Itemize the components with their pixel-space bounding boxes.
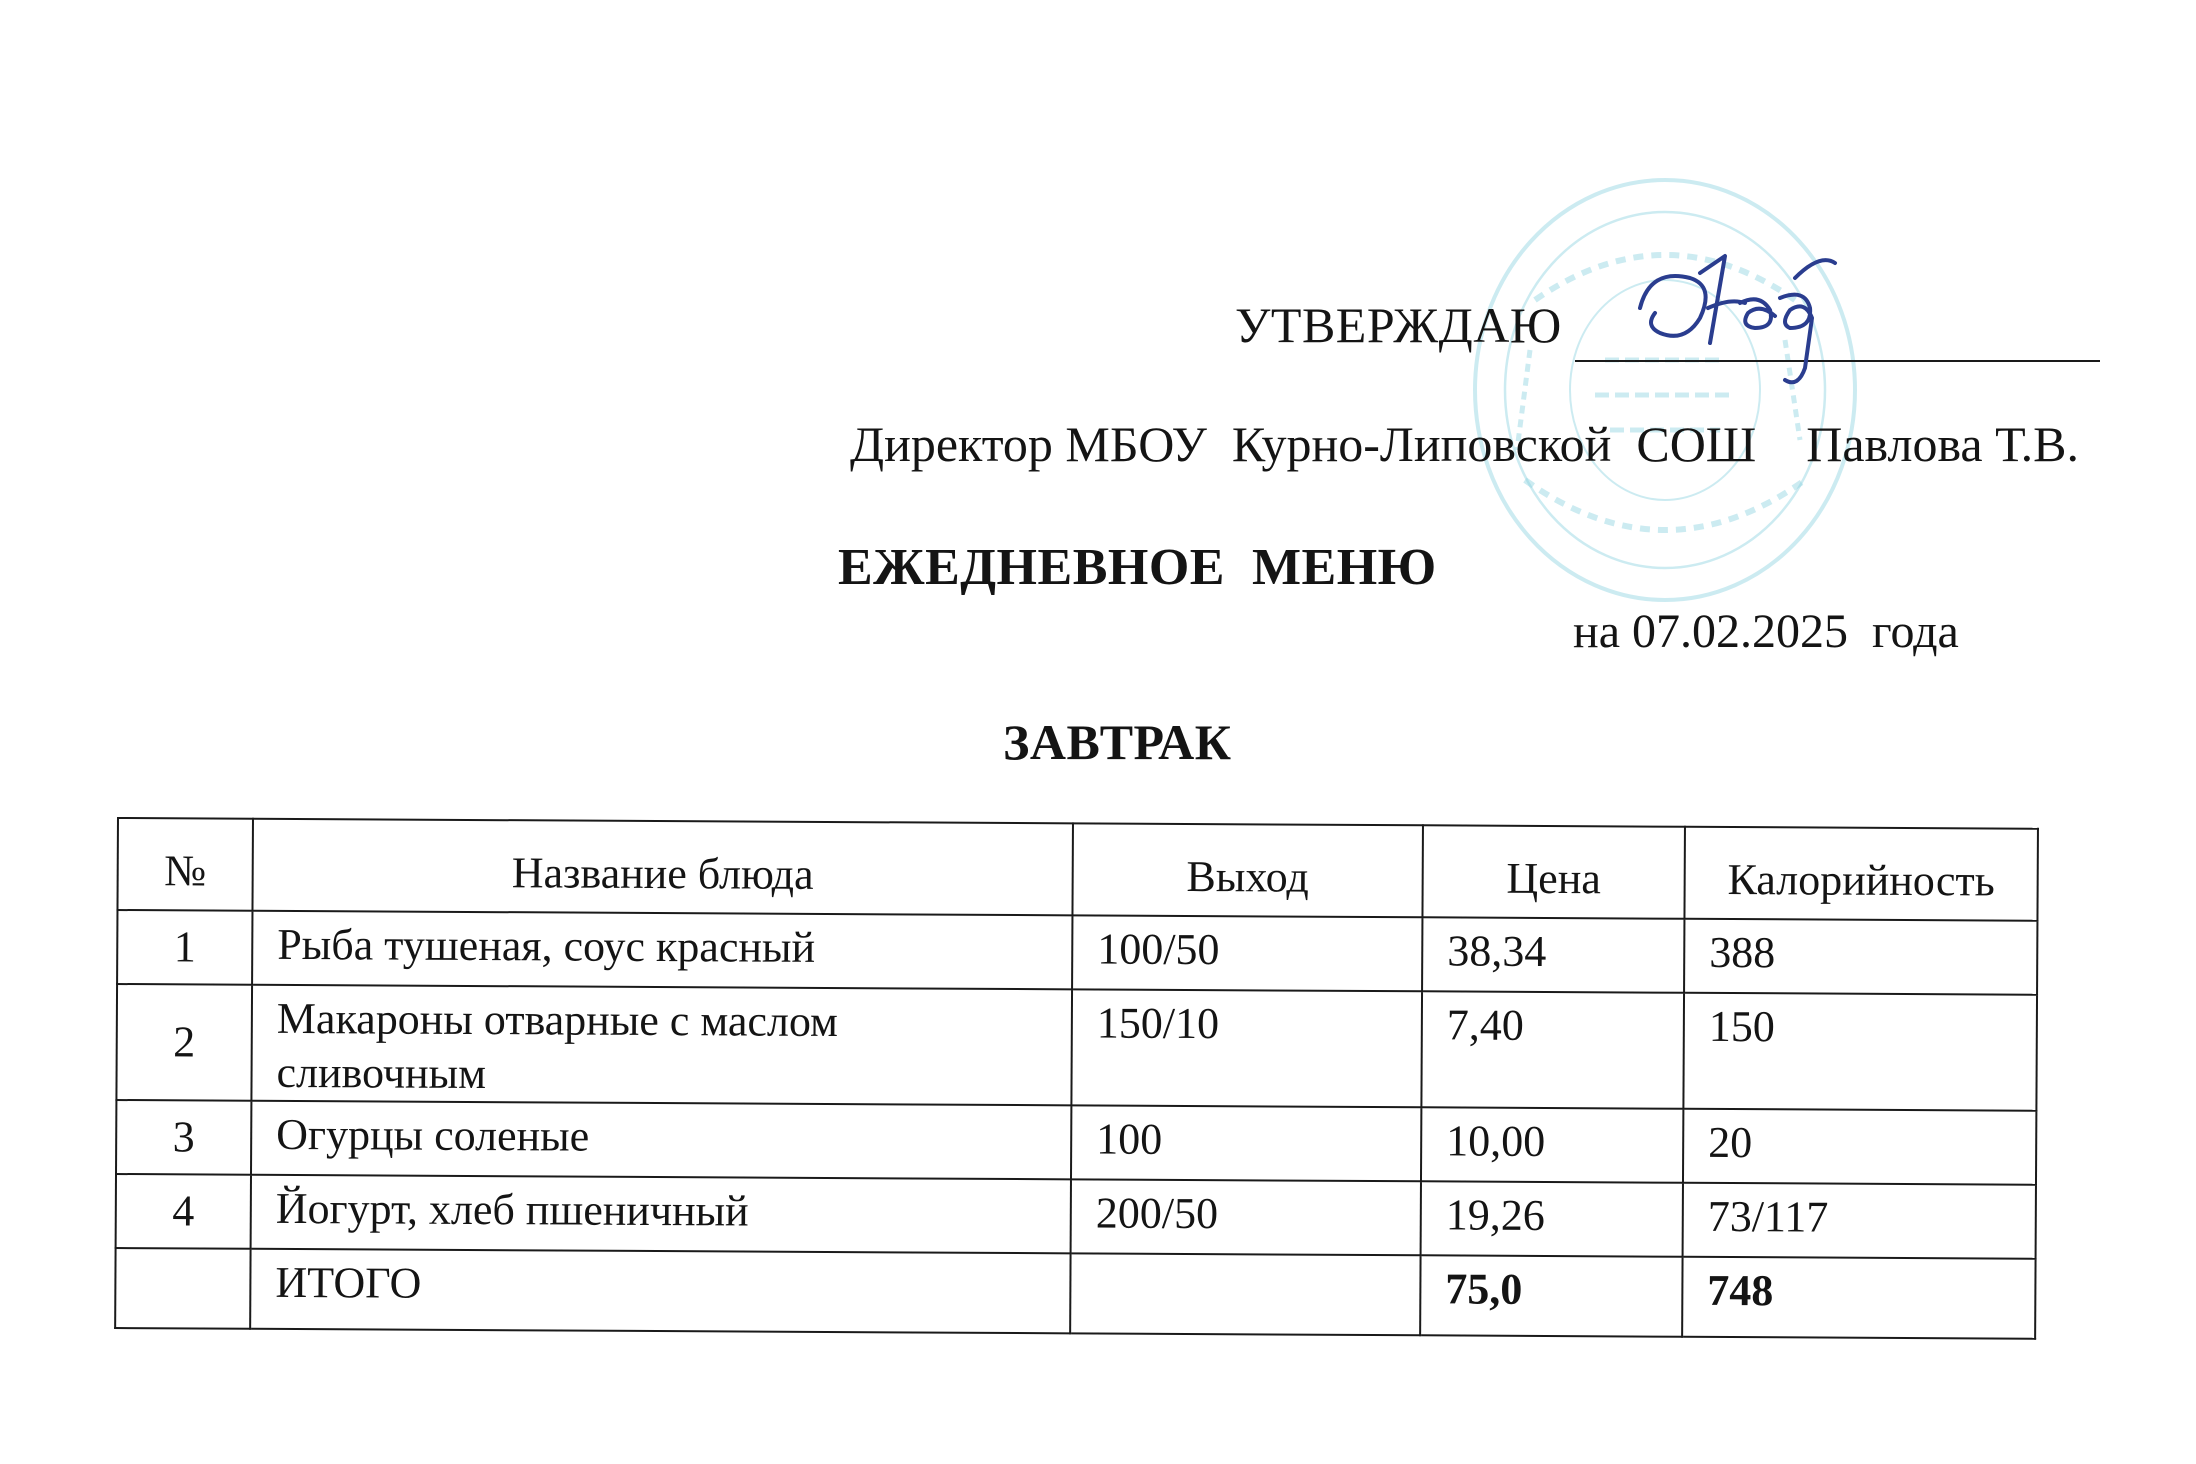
meal-section-title: ЗАВТРАК — [1003, 714, 1232, 770]
total-output — [1070, 1253, 1420, 1335]
dish-name: Йогурт, хлеб пшеничный — [251, 1175, 1071, 1254]
total-number — [115, 1248, 250, 1329]
approval-label: УТВЕРЖДАЮ — [1235, 297, 1562, 353]
header-price: Цена — [1422, 825, 1685, 918]
dish-calories: 73/117 — [1683, 1183, 2036, 1259]
row-number: 4 — [116, 1174, 251, 1249]
table-row — [117, 910, 2037, 995]
dish-name: Огурцы соленые — [251, 1101, 1071, 1180]
header-dish-name: Название блюда — [252, 819, 1073, 916]
dish-output: 150/10 — [1071, 989, 1422, 1107]
table-total-row — [115, 1248, 2035, 1339]
menu-table — [114, 817, 2039, 1340]
header-calories: Калорийность — [1684, 827, 2038, 921]
table-row — [116, 1174, 2036, 1259]
dish-output: 200/50 — [1071, 1179, 1421, 1255]
dish-name: Макароны отварные с маслом сливочным — [251, 985, 1072, 1106]
header-output: Выход — [1072, 823, 1423, 917]
total-price: 75,0 — [1420, 1255, 1682, 1336]
header-number: № — [117, 818, 253, 911]
director-line: Директор МБОУ Курно-Липовской СОШ Павлова Т.В. — [850, 416, 2079, 472]
total-label: ИТОГО — [250, 1249, 1070, 1334]
menu-title: ЕЖЕДНЕВНОЕ МЕНЮ — [838, 539, 1437, 596]
row-number: 2 — [116, 984, 252, 1101]
dish-price: 7,40 — [1421, 991, 1684, 1108]
row-number: 3 — [116, 1100, 251, 1175]
table-header-row — [117, 818, 2037, 921]
dish-output: 100/50 — [1072, 915, 1422, 991]
dish-price: 10,00 — [1421, 1107, 1683, 1182]
table-row — [116, 1100, 2036, 1185]
menu-date: на 07.02.2025 года — [1573, 605, 1959, 658]
dish-price: 19,26 — [1421, 1181, 1683, 1256]
director-signature — [1630, 248, 1850, 398]
dish-name: Рыба тушеная, соус красный — [252, 911, 1072, 990]
dish-calories: 388 — [1684, 919, 2037, 995]
dish-calories: 20 — [1683, 1109, 2036, 1185]
row-number: 1 — [117, 910, 252, 985]
table-row — [116, 984, 2037, 1111]
dish-price: 38,34 — [1422, 917, 1684, 992]
dish-output: 100 — [1071, 1105, 1421, 1181]
dish-calories: 150 — [1683, 993, 2037, 1111]
total-calories: 748 — [1682, 1257, 2035, 1339]
